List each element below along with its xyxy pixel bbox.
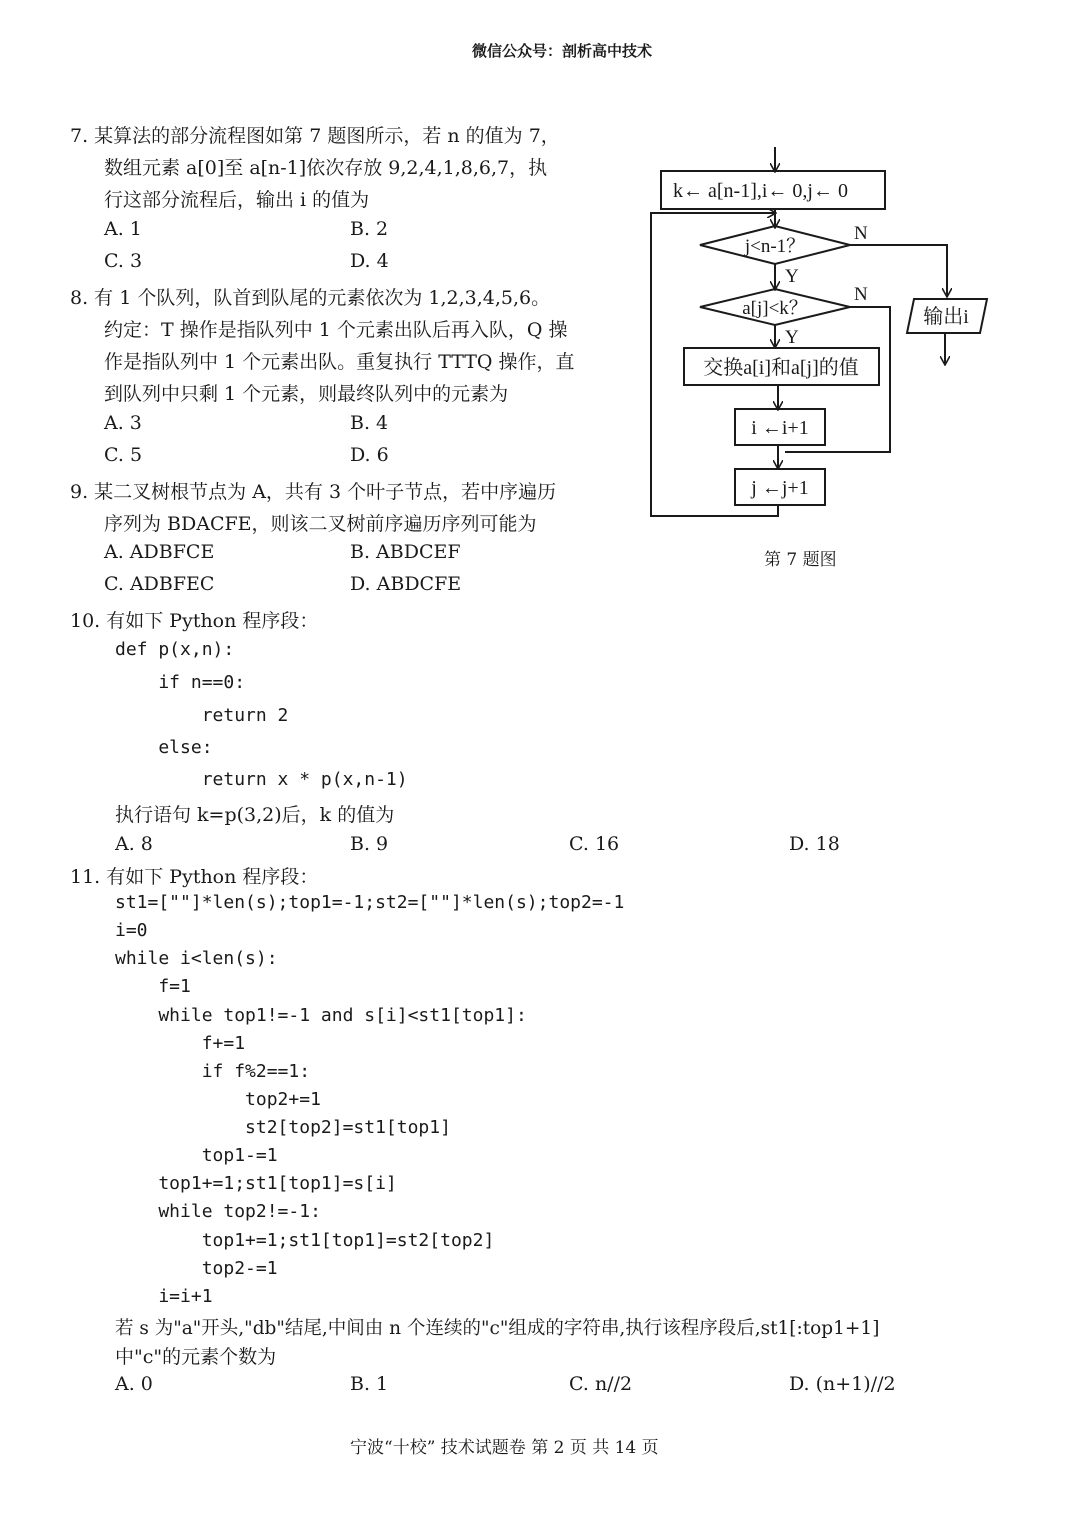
q11-code-line: top1+=1;st1[top1]=s[i] [115,1173,397,1194]
cond1-label: j<n-1？ [744,236,806,257]
cond2-yes-label: Y [785,327,799,348]
q11-stem-line-1: 若 s 为"a"开头,"db"结尾,中间由 n 个连续的"c"组成的字符串,执行该程序段后,st1[:top1+1] [115,1318,880,1339]
q11-code-line: f=1 [115,976,191,997]
output-label: 输出i [923,306,969,328]
page-header: 微信公众号：剖析高中技术 [472,42,653,60]
q11-code-line: top1+=1;st1[top1]=st2[top2] [115,1230,495,1251]
q10-code-line: return 2 [115,705,289,726]
q8-line-2: 约定：T 操作是指队列中 1 个元素出队后再入队，Q 操 [104,319,568,341]
q8-line-3: 作是指队列中 1 个元素出队。重复执行 TTTQ 操作，直 [104,351,575,373]
q8-option-d: D. 6 [350,444,389,466]
q9-option-d: D. ABDCFE [350,573,462,595]
q10-title: 10. 有如下 Python 程序段： [70,610,319,632]
q11-option-d: D. (n+1)//2 [789,1373,896,1395]
q8-option-c: C. 5 [104,444,143,466]
q11-code-line: i=0 [115,920,148,941]
q9-option-a: A. ADBFCE [104,541,215,563]
flowchart-caption: 第 7 题图 [764,550,837,570]
q11-option-c: C. n//2 [569,1373,633,1395]
q9-line-1: 9. 某二叉树根节点为 A，共有 3 个叶子节点，若中序遍历 [70,481,557,503]
q11-title: 11. 有如下 Python 程序段： [70,866,319,888]
q8-line-4: 到队列中只剩 1 个元素，则最终队列中的元素为 [104,383,509,405]
q8-option-a: A. 3 [104,412,142,434]
cond2-label: a[j]<k？ [742,298,808,319]
q11-code-line: while top2!=-1: [115,1201,321,1222]
init-label: k← a[n-1],i← 0,j← 0 [673,180,848,202]
q10-code-line: else: [115,737,213,758]
q11-option-a: A. 0 [115,1373,153,1395]
q9-line-2: 序列为 BDACFE，则该二叉树前序遍历序列可能为 [104,513,537,535]
q11-code-line: top2-=1 [115,1258,278,1279]
q11-option-b: B. 1 [350,1373,389,1395]
q7-line-1: 7. 某算法的部分流程图如第 7 题图所示，若 n 的值为 7， [70,125,560,147]
q11-code-line: st2[top2]=st1[top1] [115,1117,451,1138]
q10-option-d: D. 18 [789,833,840,855]
q11-code-line: if f%2==1: [115,1061,311,1082]
q7-line-3: 行这部分流程后，输出 i 的值为 [104,189,370,211]
q10-code-line: if n==0: [115,672,246,693]
q7-option-a: A. 1 [104,218,142,240]
cond1-no-label: N [854,223,868,244]
q10-option-b: B. 9 [350,833,389,855]
q7-line-2: 数组元素 a[0]至 a[n-1]依次存放 9,2,4,1,8,6,7，执 [104,157,548,179]
q7-option-d: D. 4 [350,250,389,272]
q11-code-line: top1-=1 [115,1145,278,1166]
q10-code-line: return x * p(x,n-1) [115,769,408,790]
q7-option-b: B. 2 [350,218,389,240]
cond2-no-label: N [854,284,868,305]
q9-option-b: B. ABDCEF [350,541,461,563]
q10-stem: 执行语句 k=p(3,2)后，k 的值为 [115,804,395,826]
q8-option-b: B. 4 [350,412,389,434]
q11-code-line: i=i+1 [115,1286,213,1307]
page-footer: 宁波“十校” 技术试题卷 第 2 页 共 14 页 [350,1438,659,1458]
q10-code-line: def p(x,n): [115,639,235,660]
q11-code-line: while top1!=-1 and s[i]<st1[top1]: [115,1005,527,1026]
q11-code-line: while i<len(s): [115,948,278,969]
inc-j-label: j ←j+1 [751,477,809,499]
cond1-yes-label: Y [785,266,799,287]
q11-code-line: st1=[""]*len(s);top1=-1;st2=[""]*len(s);top2=-1 [115,892,625,913]
q10-option-a: A. 8 [115,833,153,855]
q9-option-c: C. ADBFEC [104,573,215,595]
inc-i-label: i ←i+1 [751,417,809,439]
q11-code-line: top2+=1 [115,1089,321,1110]
q7-option-c: C. 3 [104,250,143,272]
q11-stem-line-2: 中"c"的元素个数为 [115,1346,277,1368]
q8-line-1: 8. 有 1 个队列，队首到队尾的元素依次为 1,2,3,4,5,6。 [70,287,551,309]
q10-option-c: C. 16 [569,833,620,855]
swap-label: 交换a[i]和a[j]的值 [703,357,859,379]
q11-code-line: f+=1 [115,1033,246,1054]
